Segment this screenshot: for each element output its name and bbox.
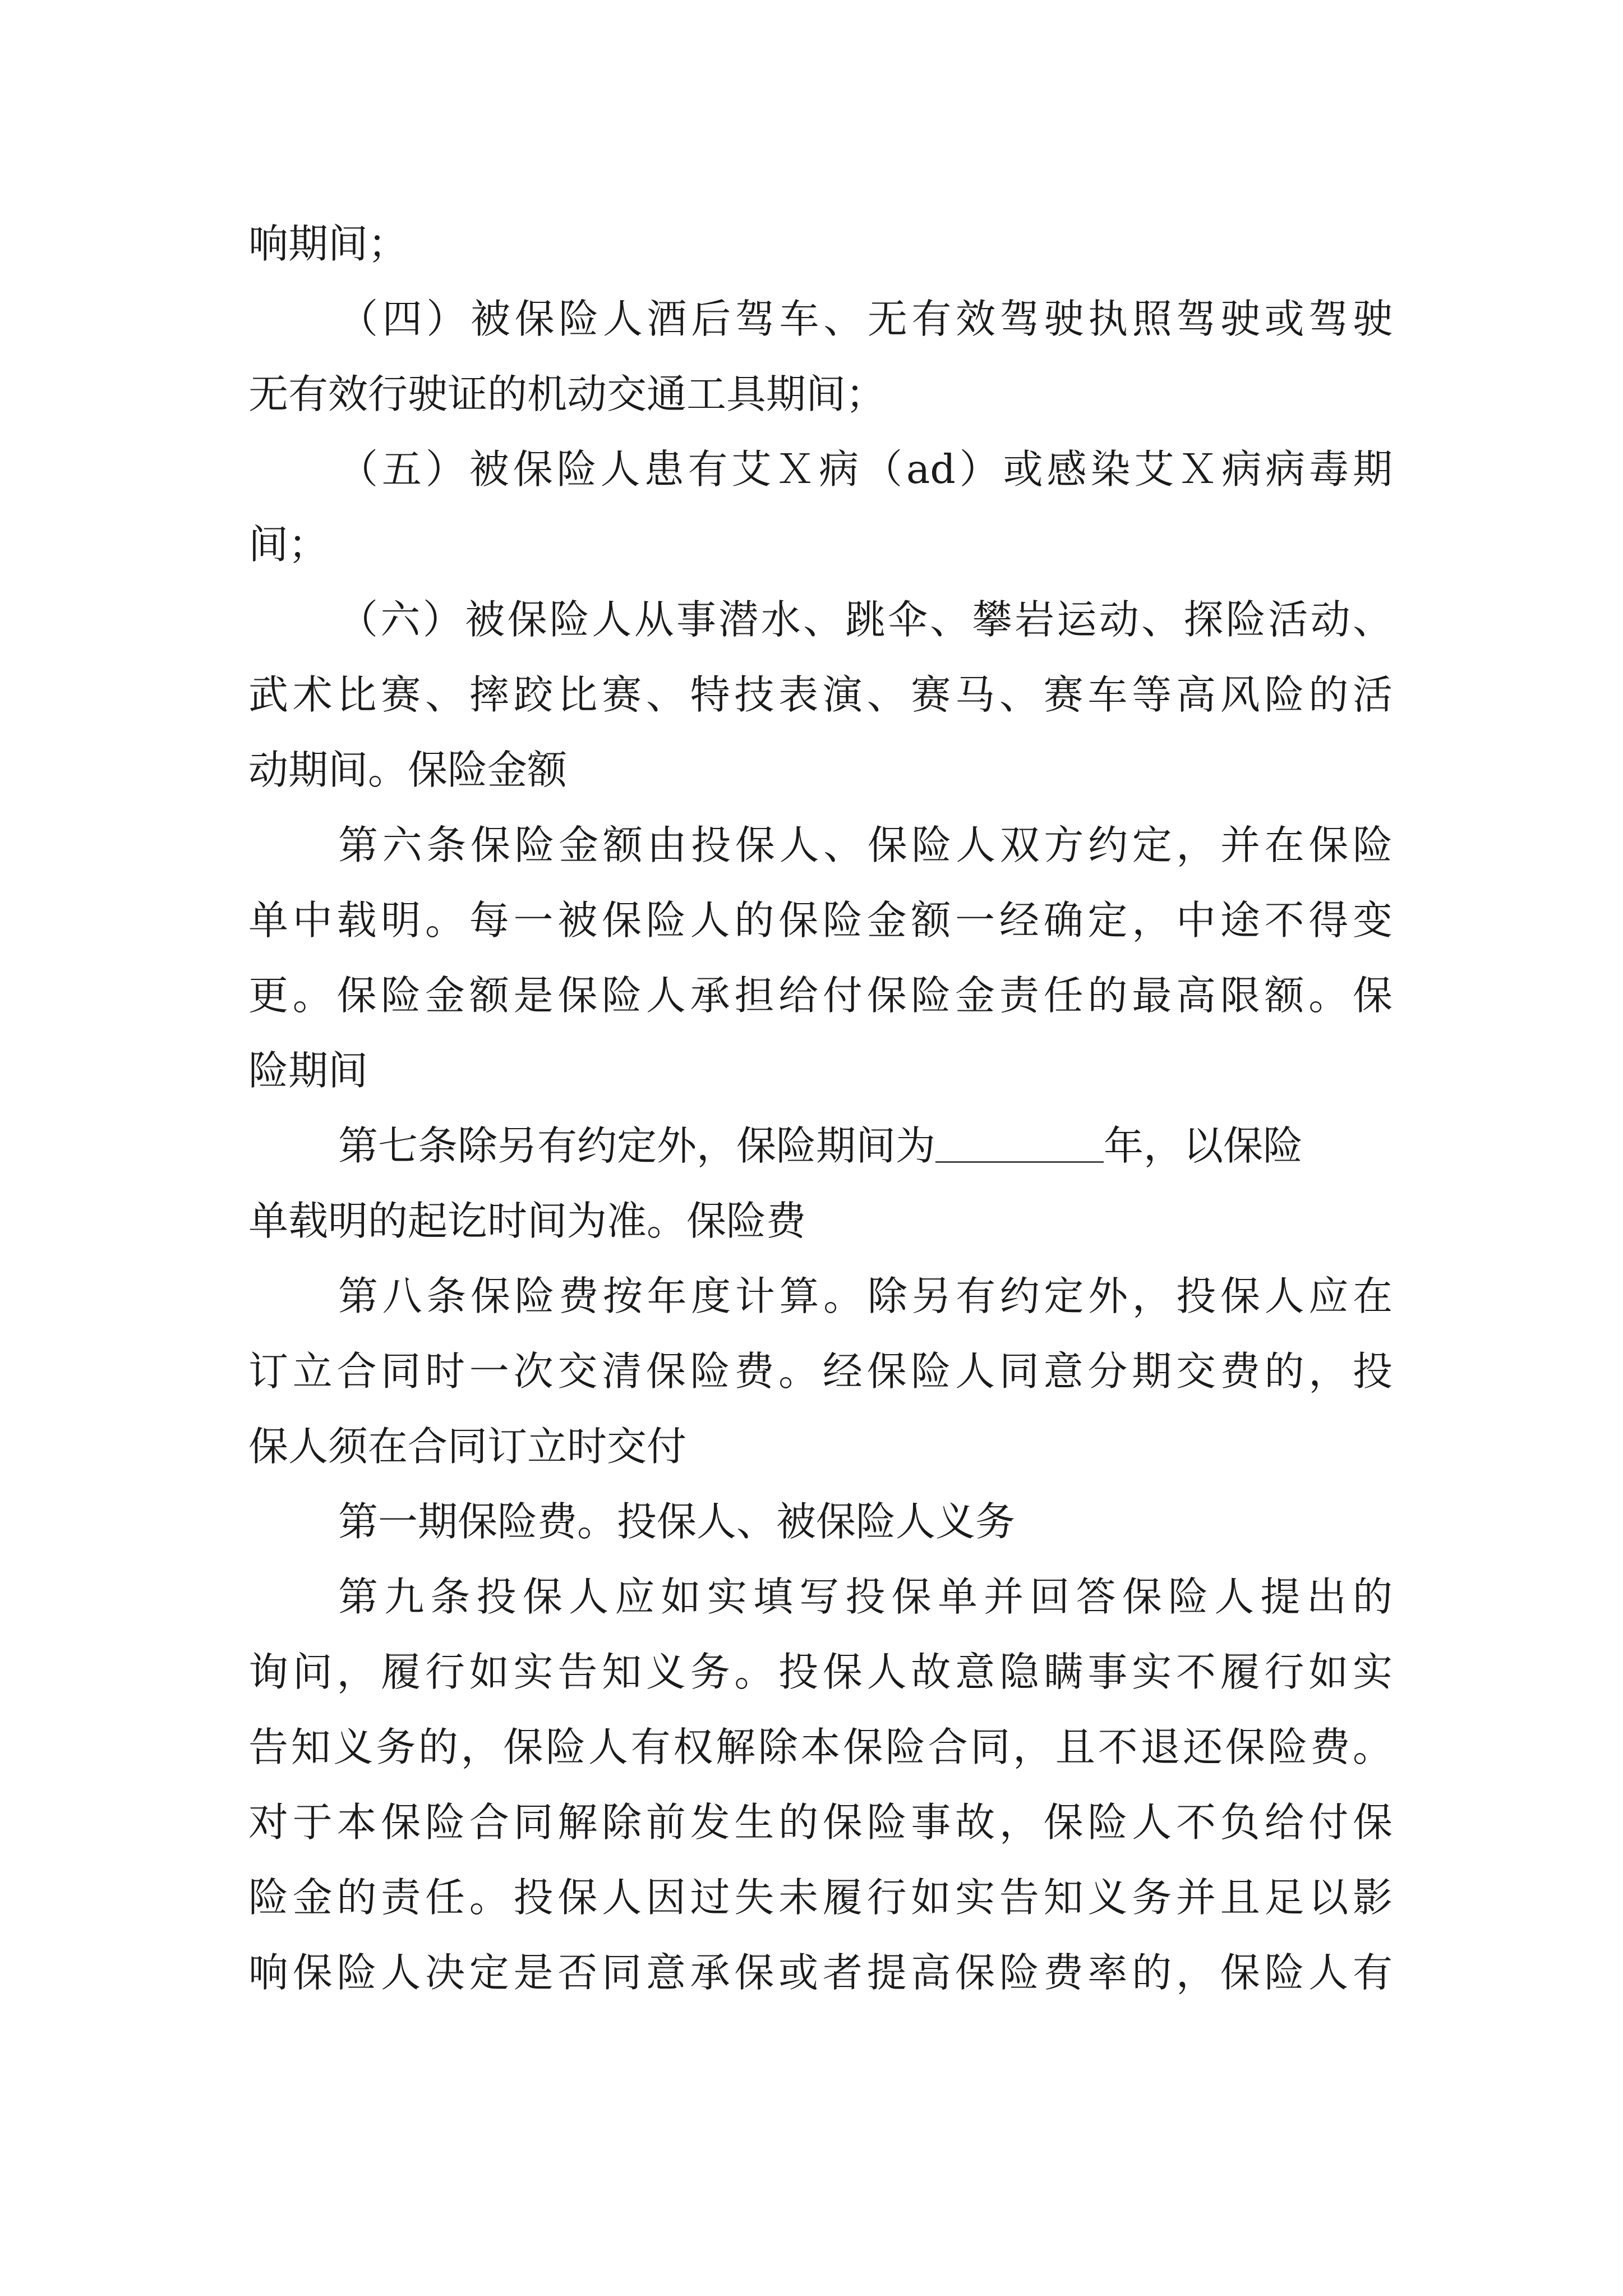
text-line: 对于本保险合同解除前发生的保险事故，保险人不负给付保 (248, 1799, 1393, 1846)
text-line: （五）被保险人患有艾Ｘ病（ad）或感染艾Ｘ病病毒期 (338, 446, 1393, 493)
text-line: 第八条保险费按年度计算。除另有约定外，投保人应在 (338, 1273, 1393, 1319)
text-line: 订立合同时一次交清保险费。经保险人同意分期交费的，投 (248, 1348, 1393, 1395)
text-line: 更。保险金额是保险人承担给付保险金责任的最高限额。保 (248, 972, 1393, 1019)
text-line: 保人须在合同订立时交付 (248, 1423, 687, 1470)
text-line: 无有效行驶证的机动交通工具期间； (248, 371, 886, 417)
text-line: 第六条保险金额由投保人、保险人双方约定，并在保险 (338, 822, 1393, 868)
text-line: 武术比赛、摔跤比赛、特技表演、赛马、赛车等高风险的活 (248, 671, 1393, 718)
text-segment: 第七条除另有约定外，保险期间为 (338, 1122, 936, 1169)
text-line: 间； (248, 521, 329, 568)
text-line: 第一期保险费。投保人、被保险人义务 (338, 1498, 1016, 1545)
text-segment: 年，以保险 (1104, 1122, 1303, 1169)
text-line: 险期间 (248, 1047, 368, 1094)
text-line: 响期间； (248, 220, 408, 267)
text-line: （六）被保险人从事潜水、跳伞、攀岩运动、探险活动、 (338, 596, 1393, 643)
text-line: 单中载明。每一被保险人的保险金额一经确定，中途不得变 (248, 897, 1393, 944)
fill-in-blank (935, 1128, 1104, 1163)
text-line: 询问，履行如实告知义务。投保人故意隐瞒事实不履行如实 (248, 1649, 1393, 1695)
text-line: 第九条投保人应如实填写投保单并回答保险人提出的 (338, 1573, 1393, 1620)
text-line: （四）被保险人酒后驾车、无有效驾驶执照驾驶或驾驶 (338, 296, 1393, 342)
text-line: 险金的责任。投保人因过失未履行如实告知义务并且足以影 (248, 1874, 1393, 1921)
text-line: 单载明的起讫时间为准。保险费 (248, 1198, 806, 1244)
text-line: 告知义务的，保险人有权解除本保险合同，且不退还保险费。 (248, 1724, 1393, 1770)
text-line: 响保险人决定是否同意承保或者提高保险费率的，保险人有 (248, 1949, 1393, 1996)
text-line: 动期间。保险金额 (248, 747, 568, 793)
text-line-with-blank (338, 1110, 1393, 1182)
